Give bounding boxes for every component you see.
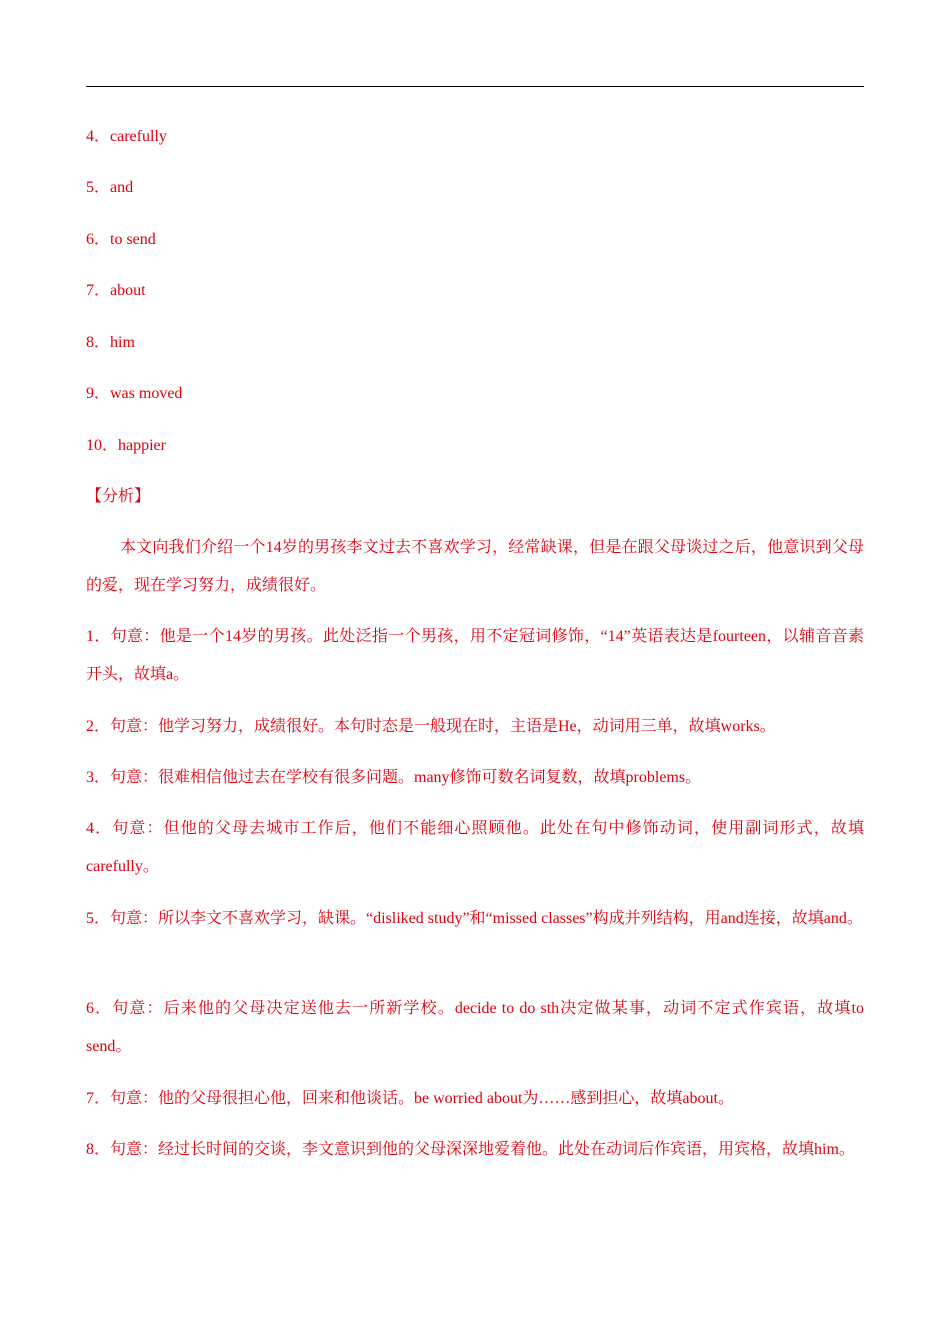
- answer-4: 4．carefully: [86, 128, 167, 145]
- answer-10: 10．happier: [86, 437, 166, 454]
- analysis-heading: 【分析】: [86, 488, 151, 505]
- answer-8: 8．him: [86, 334, 135, 351]
- summary-paragraph: 本文向我们介绍一个14岁的男孩李文过去不喜欢学习，经常缺课，但是在跟父母谈过之后，他意识到父母的爱，现在学习努力，成绩很好。: [86, 539, 864, 594]
- explanation-4: 4．句意：但他的父母去城市工作后，他们不能细心照顾他。此处在句中修饰动词，使用副词形式，故填carefully。: [86, 820, 864, 875]
- explanation-7: 7．句意：他的父母很担心他，回来和他谈话。be worried about为……感到担心，故填about。: [86, 1090, 734, 1107]
- answer-5: 5．and: [86, 179, 134, 196]
- explanation-5: 5．句意：所以李文不喜欢学习，缺课。“disliked study”和“missed classes”构成并列结构，用and连接，故填and。: [86, 910, 863, 927]
- header-rule: [86, 86, 864, 87]
- explanation-1: 1．句意：他是一个14岁的男孩。此处泛指一个男孩，用不定冠词修饰，“14”英语表达是fourteen，以辅音音素开头，故填a。: [86, 628, 864, 683]
- answer-6: 6．to send: [86, 231, 156, 248]
- answer-9: 9．was moved: [86, 385, 183, 402]
- explanation-8: 8．句意：经过长时间的交谈，李文意识到他的父母深深地爱着他。此处在动词后作宾语，用宾格，故填him。: [86, 1141, 855, 1158]
- explanation-2: 2．句意：他学习努力，成绩很好。本句时态是一般现在时，主语是He，动词用三单，故填works。: [86, 718, 776, 735]
- explanation-3: 3．句意：很难相信他过去在学校有很多问题。many修饰可数名词复数，故填problems。: [86, 769, 702, 786]
- explanation-6: 6．句意：后来他的父母决定送他去一所新学校。decide to do sth决定做某事，动词不定式作宾语，故填to send。: [86, 1000, 864, 1055]
- answer-7: 7．about: [86, 282, 146, 299]
